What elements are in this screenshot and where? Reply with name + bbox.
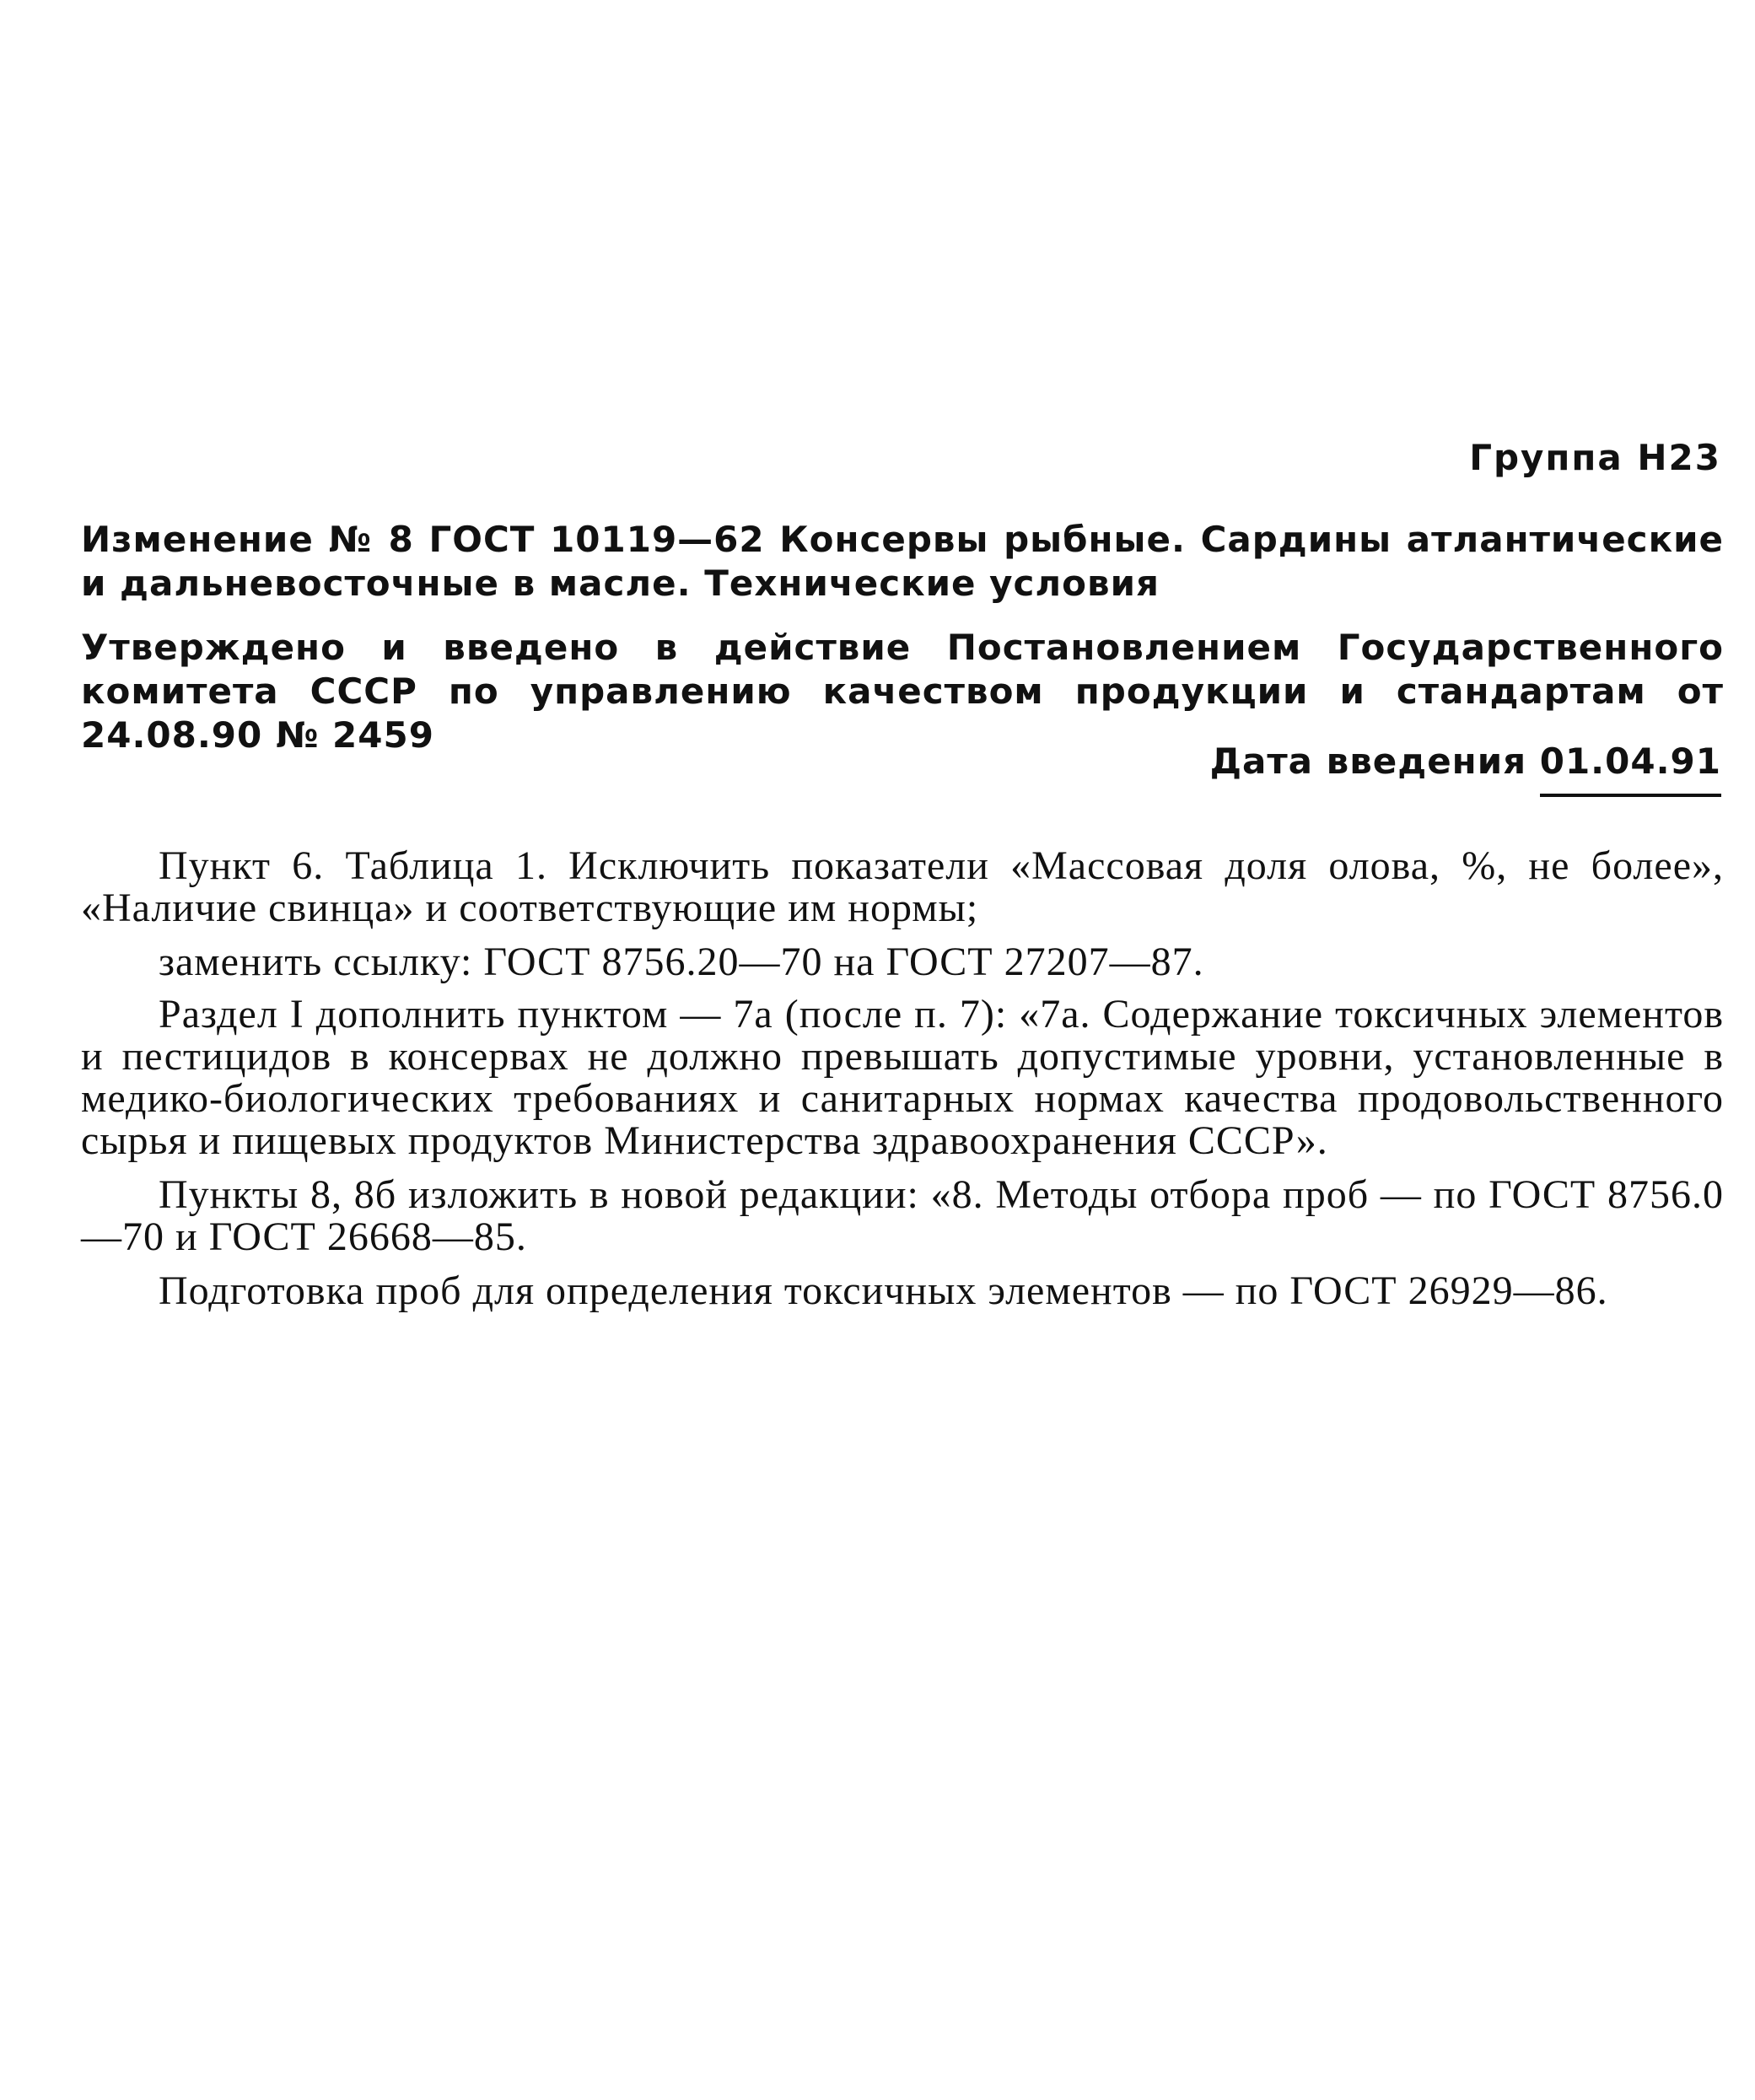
- effective-date: [1210, 740, 1721, 797]
- group-code: Группа Н23: [1469, 437, 1721, 478]
- amendment-title: Изменение № 8 ГОСТ 10119—62 Консервы рыбные. Сардины атлантические и дальневосточные в масле. Технические условия: [81, 519, 1724, 604]
- paragraph-sample-preparation: Подготовка проб для определения токсичных элементов — по ГОСТ 26929—86.: [159, 1268, 1608, 1313]
- paragraph-items-8: Пункты 8, 8б изложить в новой редакции: «8. Методы отбора проб — по ГОСТ 8756.0—70 и ГОСТ 26668—85.: [81, 1172, 1724, 1259]
- approval-statement: Утверждено и введено в действие Постановлением Государственного комитета СССР по управлению качеством продукции и стандартам от 24.08.90 № 2459: [81, 627, 1724, 756]
- amendment-body: [81, 845, 1724, 1324]
- paragraph-item-6: Пункт 6. Таблица 1. Исключить показатели «Массовая доля олова, %, не более», «Наличие свинца» и соответствующие им нормы;: [81, 843, 1724, 930]
- paragraph-replace-reference: заменить ссылку: ГОСТ 8756.20—70 на ГОСТ 27207—87.: [159, 940, 1204, 984]
- effective-date-label: Дата введения: [1209, 740, 1527, 782]
- effective-date-value: 01.04.91: [1540, 740, 1721, 797]
- paragraph-item-7a: Раздел I дополнить пунктом — 7а (после п. 7): «7а. Содержание токсичных элементов и пестицидов в консервах не должно превышать допустимые уровни, установленные в медико-биологических требованиях и санитарных нормах качества продовольственного сырья и пищевых продуктов Министерства здравоохранения СССР».: [81, 992, 1724, 1163]
